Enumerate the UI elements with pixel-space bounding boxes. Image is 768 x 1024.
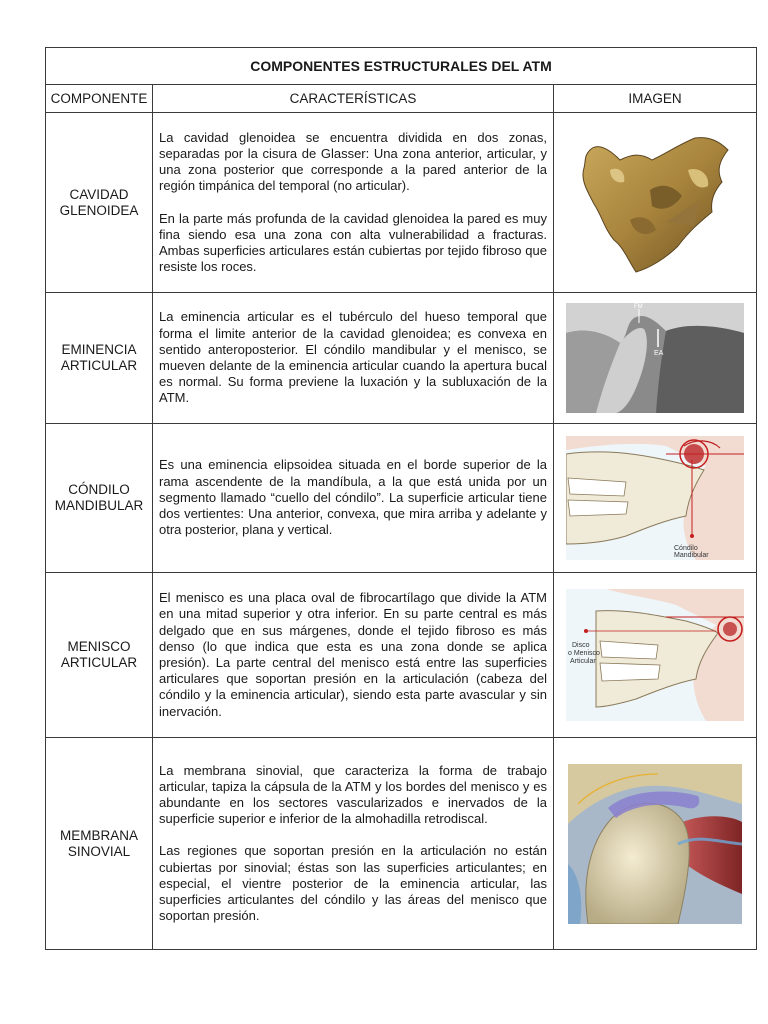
svg-text:Articular: Articular	[570, 658, 596, 665]
characteristics-text: La membrana sinovial, que caracteriza la forma de trabajo articular, tapiza la cápsula de la ATM y los bordes del menisco y es abundante en los sectores vascularizados e inervados de la superficie superior e inferior de la almohadilla retrodiscal. Las regiones que soportan presión en la articulación no están cubiertas por sinovial; éstas son las superficies articulantes; en especial, el vientre posterior de la eminencia articular, las superficies articulantes del cóndilo y las áreas del menisco que soportan presión.	[153, 738, 554, 950]
image-cell	[554, 424, 757, 573]
component-name: MENISCO ARTICULAR	[46, 573, 153, 738]
image-cell	[554, 293, 757, 424]
synovial-membrane-image	[568, 764, 742, 924]
table-title: COMPONENTES ESTRUCTURALES DEL ATM	[46, 48, 757, 85]
atm-components-table	[45, 47, 757, 950]
image-cell	[554, 113, 757, 293]
svg-text:FM: FM	[634, 304, 643, 310]
component-name: CAVIDAD GLENOIDEA	[46, 113, 153, 293]
svg-text:EA: EA	[654, 350, 664, 357]
characteristics-text: La eminencia articular es el tubérculo del hueso temporal que forma el limite anterior de la cavidad glenoidea; es convexa en sentido anteroposterior. El cóndilo mandibular y el menisco, se mueven delante de la eminencia articular cuando la apertura bucal es normal. Su forma previene la luxación y la subluxación de la ATM.	[153, 293, 554, 424]
header-image: IMAGEN	[554, 85, 757, 113]
articular-disc-image	[566, 589, 744, 721]
temporal-bone-image	[570, 130, 740, 276]
characteristics-text: La cavidad glenoidea se encuentra dividida en dos zonas, separadas por la cisura de Glasser: Una zona anterior, articular, y una zona posterior que corresponde a la pared anterior de la región timpánica del temporal (no articular). En la parte más profunda de la cavidad glenoidea la pared es muy fina siendo esa una zona con alta vulnerabilidad a fracturas. Ambas superficies articulares están cubiertas por tejido fibroso que resiste los roces.	[153, 113, 554, 293]
articular-eminence-xray-image	[566, 303, 744, 413]
table-row	[46, 424, 757, 573]
component-name: MEMBRANA SINOVIAL	[46, 738, 153, 950]
header-component: COMPONENTE	[46, 85, 153, 113]
svg-text:o Menisco: o Menisco	[568, 650, 600, 657]
table-row	[46, 573, 757, 738]
image-cell	[554, 573, 757, 738]
table-row	[46, 293, 757, 424]
svg-text:Mandibular: Mandibular	[674, 552, 709, 559]
svg-text:Disco: Disco	[572, 642, 590, 649]
component-name: CÓNDILO MANDIBULAR	[46, 424, 153, 573]
characteristics-text: Es una eminencia elipsoidea situada en el borde superior de la rama ascendente de la mandíbula, a la que está unida por un segmento llamado “cuello del cóndilo”. La superficie articular tiene dos vertientes: Una anterior, convexa, que mira arriba y adelante y otra posterior, plana y vertical.	[153, 424, 554, 573]
header-characteristics: CARACTERÍSTICAS	[153, 85, 554, 113]
mandibular-condyle-image	[566, 436, 744, 560]
svg-text:Cóndilo: Cóndilo	[674, 545, 698, 552]
table-row	[46, 113, 757, 293]
component-name: EMINENCIA ARTICULAR	[46, 293, 153, 424]
image-cell	[554, 738, 757, 950]
table-row	[46, 738, 757, 950]
characteristics-text: El menisco es una placa oval de fibrocartílago que divide la ATM en una mitad superior y otra inferior. En su parte central es más delgado que en sus márgenes, donde el tejido fibroso es más denso (lo que indica que esta es una zona donde se aplica presión). La parte central del menisco está entre las superficies articulares que soportan presión en la articulación (cabeza del cóndilo y la eminencia articular), siendo esta parte avascular y sin inervación.	[153, 573, 554, 738]
